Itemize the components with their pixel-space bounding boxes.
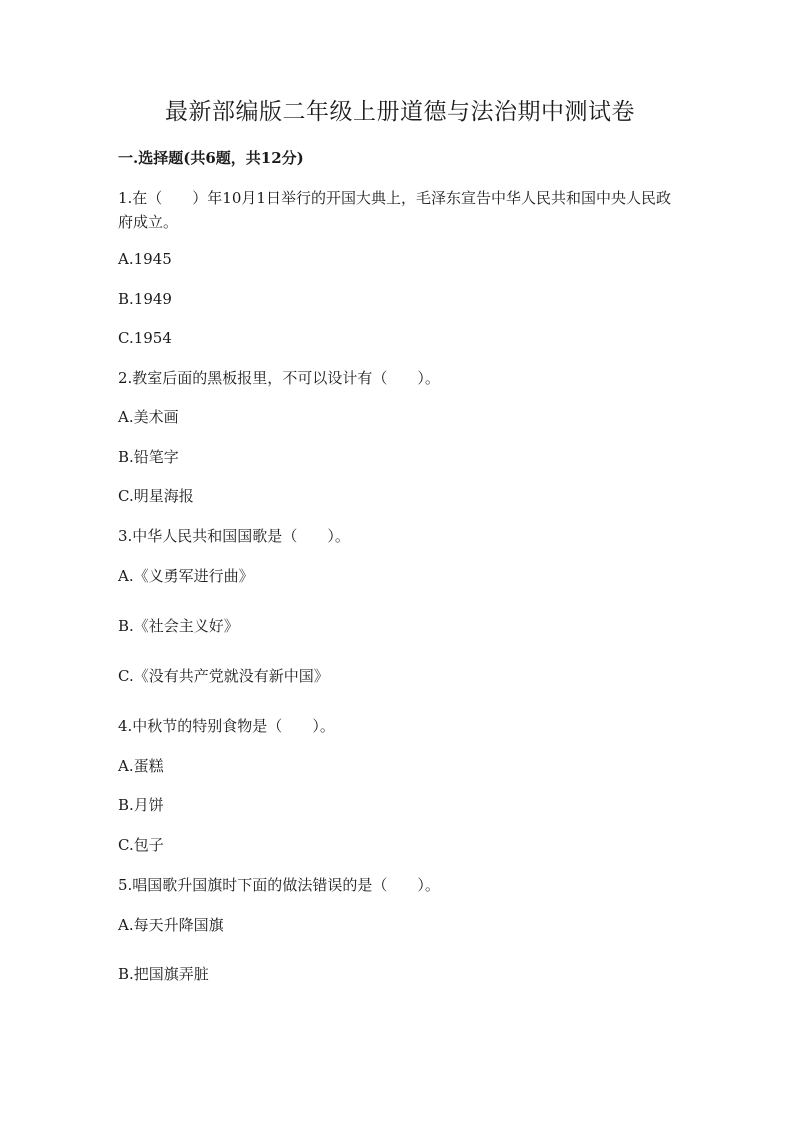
question-3-option-b: B.《社会主义好》 (118, 617, 239, 635)
exam-title: 最新部编版二年级上册道德与法治期中测试卷 (165, 99, 635, 125)
question-3-stem: 3.中华人民共和国国歌是（ ）。 (118, 527, 350, 545)
question-2-option-b: B.铅笔字 (118, 448, 179, 466)
question-4-option-a: A.蛋糕 (118, 757, 164, 775)
question-2-option-c: C.明星海报 (118, 487, 194, 505)
question-5-stem: 5.唱国歌升国旗时下面的做法错误的是（ ）。 (118, 876, 440, 894)
question-2-stem: 2.教室后面的黑板报里，不可以设计有（ ）。 (118, 369, 440, 387)
question-1-option-c: C.1954 (118, 329, 172, 347)
question-5-option-b: B.把国旗弄脏 (118, 965, 209, 983)
question-2-option-a: A.美术画 (118, 408, 179, 426)
question-1-option-b: B.1949 (118, 290, 172, 308)
question-5-option-a: A.每天升降国旗 (118, 916, 224, 934)
question-1-stem: 1.在（ ）年10月1日举行的开国大典上，毛泽东宣告中华人民共和国中央人民政府成立。 (118, 189, 671, 231)
question-4-stem: 4.中秋节的特别食物是（ ）。 (118, 717, 335, 735)
question-3-option-a: A.《义勇军进行曲》 (118, 567, 254, 585)
question-4-option-c: C.包子 (118, 836, 164, 854)
question-1-option-a: A.1945 (118, 250, 172, 268)
section-heading: 一.选择题(共6题，共12分) (118, 149, 304, 167)
question-3-option-c: C.《没有共产党就没有新中国》 (118, 667, 329, 685)
question-4-option-b: B.月饼 (118, 796, 164, 814)
